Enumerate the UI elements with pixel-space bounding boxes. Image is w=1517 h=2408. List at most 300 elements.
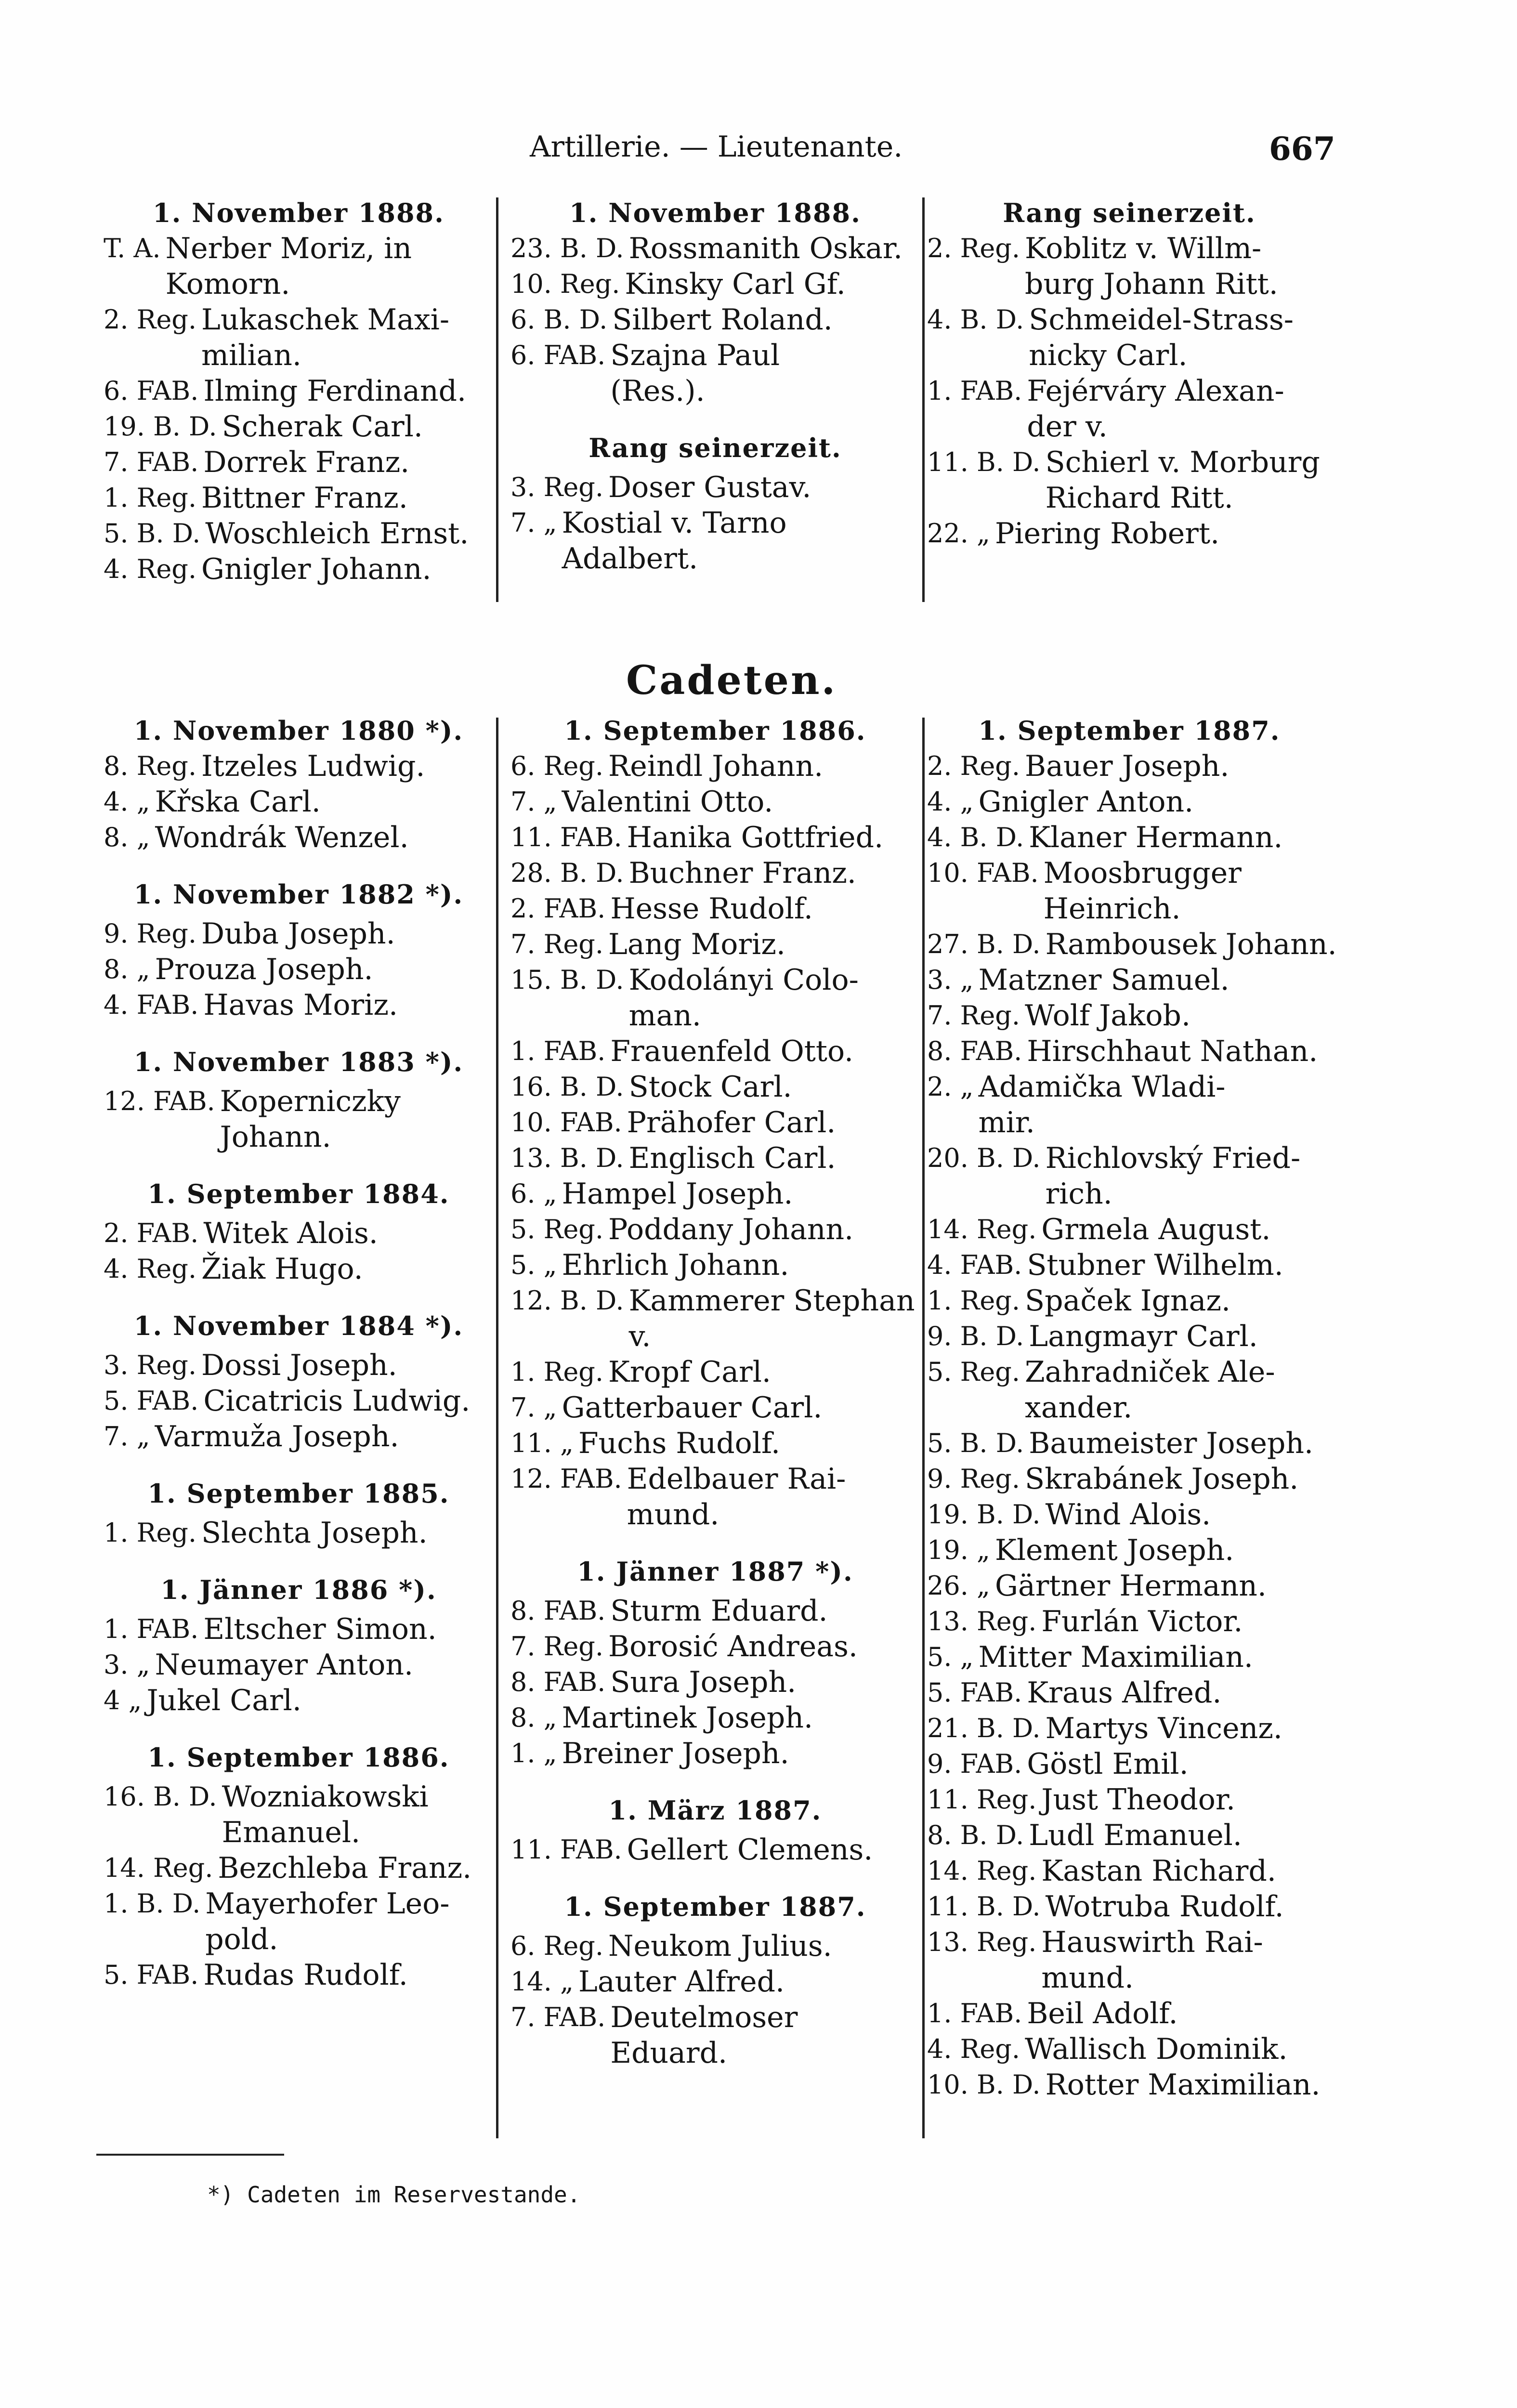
officer-name — [603, 927, 920, 962]
unit-designation: 2. Reg. — [104, 304, 197, 335]
unit-designation: 11. „ — [510, 1428, 574, 1458]
officer-name — [196, 1251, 494, 1287]
roster-entry — [510, 470, 920, 505]
name-line: Woschleich Ernst. — [205, 517, 469, 550]
name-continuation: Adalbert. — [562, 542, 698, 576]
roster-entry — [927, 302, 1332, 373]
unit-designation: 3. „ — [104, 1649, 150, 1680]
group-heading: 1. September 1886. — [564, 715, 866, 746]
unit-designation: 16. B. D. — [104, 1781, 217, 1812]
officer-name — [198, 1957, 494, 1993]
roster-entry — [927, 748, 1332, 784]
unit-designation: 13. Reg. — [927, 1927, 1037, 1957]
unit-designation: 16. B. D. — [510, 1072, 624, 1102]
name-line: Koperniczky — [220, 1085, 401, 1118]
name-line: Wondrák Wenzel. — [155, 821, 409, 854]
roster-entry — [510, 1629, 920, 1664]
running-header: Artillerie. — Lieutenante. — [530, 130, 903, 164]
roster-entry — [104, 1515, 494, 1551]
unit-designation: 9. FAB. — [927, 1749, 1022, 1779]
name-line: Richlovský Fried- — [1045, 1141, 1301, 1175]
name-continuation: Richard Ritt. — [1045, 481, 1233, 515]
unit-designation: 5. FAB. — [104, 1386, 199, 1416]
officer-name — [622, 1105, 920, 1140]
name-line: Valentini Otto. — [562, 785, 773, 819]
group-heading: 1. März 1887. — [608, 1795, 822, 1826]
footnote: *) Cadeten im Reservestande. — [207, 2182, 581, 2208]
roster-entry — [510, 820, 920, 855]
name-continuation: mund. — [627, 1498, 719, 1531]
name-line: Witek Alois. — [203, 1217, 378, 1250]
name-line: Kropf Carl. — [608, 1355, 771, 1389]
unit-designation: 5. FAB. — [927, 1677, 1022, 1708]
officer-name — [1022, 373, 1332, 445]
roster-entry — [104, 784, 494, 820]
unit-designation: 4. B. D. — [927, 822, 1024, 852]
name-line: Prouza Joseph. — [155, 953, 373, 986]
unit-designation: 4. FAB. — [927, 1250, 1022, 1280]
name-line: Doser Gustav. — [608, 471, 811, 504]
group-heading: 1. September 1884. — [147, 1178, 450, 1209]
group-heading: 1. September 1886. — [147, 1742, 450, 1773]
roster-entry — [510, 2000, 920, 2071]
officer-name — [557, 505, 920, 576]
name-line: Hanika Gottfried. — [627, 821, 884, 854]
officer-name — [607, 302, 920, 338]
officer-name — [1041, 1497, 1332, 1532]
name-line: Reindl Johann. — [608, 749, 824, 783]
name-line: Silbert Roland. — [612, 303, 833, 337]
name-line: Beil Adolf. — [1027, 1997, 1178, 2030]
unit-designation: 5. B. D. — [927, 1428, 1024, 1458]
name-continuation: Heinrich. — [1043, 892, 1181, 926]
roster-entry — [510, 1426, 920, 1461]
name-line: Prähofer Carl. — [627, 1106, 836, 1139]
name-line: Schierl v. Morburg — [1045, 445, 1320, 479]
officer-name — [624, 962, 920, 1034]
roster-entry — [104, 551, 494, 587]
roster-entry — [927, 998, 1332, 1034]
roster-entry — [927, 1889, 1332, 1924]
roster-entry — [927, 2067, 1332, 2103]
unit-designation: 27. B. D. — [927, 929, 1041, 959]
officer-name — [622, 1832, 920, 1868]
roster-entry — [104, 1683, 494, 1718]
roster-entry — [510, 1034, 920, 1069]
officer-name — [974, 962, 1332, 998]
unit-designation: 10. Reg. — [510, 269, 620, 299]
roster-entry — [104, 820, 494, 855]
officer-name — [198, 1611, 494, 1647]
roster-entry — [510, 338, 920, 409]
officer-name — [196, 551, 494, 587]
officer-name — [605, 2000, 920, 2071]
officer-name — [1041, 1140, 1332, 1212]
unit-designation: 7. FAB. — [104, 447, 199, 477]
unit-designation: 14. Reg. — [104, 1853, 213, 1883]
name-line: Sura Joseph. — [610, 1665, 797, 1699]
name-line: Buchner Franz. — [628, 856, 856, 890]
page-number: 667 — [1269, 130, 1335, 168]
unit-designation: 4. „ — [927, 786, 974, 817]
name-line: Wolf Jakob. — [1025, 999, 1191, 1033]
officer-name — [557, 1736, 920, 1771]
unit-designation: 1. Reg. — [104, 1518, 197, 1548]
unit-designation: 12. FAB. — [510, 1464, 622, 1494]
officer-name — [215, 1084, 494, 1155]
name-line: Gatterbauer Carl. — [562, 1391, 823, 1425]
group-heading: 1. November 1888. — [569, 197, 861, 228]
group-heading: Rang seinerzeit. — [1003, 197, 1256, 228]
name-line: Ilming Ferdinand. — [203, 374, 467, 408]
unit-designation: 10. FAB. — [510, 1107, 622, 1138]
name-line: Wind Alois. — [1045, 1498, 1211, 1531]
unit-designation: 20. B. D. — [927, 1143, 1041, 1173]
name-line: Eltscher Simon. — [203, 1612, 437, 1646]
name-line: Gärtner Hermann. — [995, 1569, 1267, 1603]
officer-name — [620, 266, 920, 302]
unit-designation: 3. Reg. — [104, 1350, 197, 1380]
unit-designation: 23. B. D. — [510, 233, 624, 263]
roster-entry — [510, 1105, 920, 1140]
officer-name — [1041, 445, 1332, 516]
name-line: Koblitz v. Willm- — [1025, 232, 1262, 265]
roster-entry — [927, 1461, 1332, 1497]
officer-name — [974, 1639, 1332, 1675]
name-line: Ludl Emanuel. — [1029, 1819, 1242, 1852]
officer-name — [1022, 1034, 1332, 1069]
unit-designation: 11. B. D. — [927, 1891, 1041, 1922]
name-line: Breiner Joseph. — [562, 1737, 789, 1770]
roster-entry — [927, 1924, 1332, 1996]
roster-entry — [510, 784, 920, 820]
officer-name — [1024, 1319, 1332, 1354]
name-line: Piering Robert. — [995, 517, 1220, 550]
name-line: Gnigler Anton. — [978, 785, 1194, 819]
name-line: Moosbrugger — [1043, 856, 1242, 890]
roster-entry — [927, 1069, 1332, 1140]
roster-entry — [104, 748, 494, 784]
roster-entry — [104, 302, 494, 373]
cadets-column-1 — [104, 713, 494, 1993]
officer-name — [603, 748, 920, 784]
name-line: Wotruba Rudolf. — [1045, 1890, 1284, 1924]
unit-designation: 11. Reg. — [927, 1784, 1037, 1815]
unit-designation: 8. „ — [510, 1702, 557, 1733]
unit-designation: 10. B. D. — [927, 2069, 1041, 2100]
name-line: Slechta Joseph. — [201, 1516, 428, 1550]
name-line: Scherak Carl. — [222, 410, 423, 444]
name-line: Spaček Ignaz. — [1025, 1284, 1231, 1318]
officer-name — [1041, 1711, 1332, 1746]
lieutenants-column-3 — [927, 195, 1332, 551]
name-line: Frauenfeld Otto. — [610, 1034, 854, 1068]
officer-name — [622, 1461, 920, 1532]
column-divider — [496, 197, 498, 602]
name-line: Wallisch Dominik. — [1025, 2032, 1288, 2066]
name-line: Kastan Richard. — [1041, 1854, 1276, 1888]
name-line: Furlán Victor. — [1041, 1605, 1243, 1638]
group-heading: 1. Jänner 1887 *). — [577, 1556, 853, 1587]
roster-entry — [927, 1782, 1332, 1818]
name-continuation: Komorn. — [165, 267, 290, 301]
unit-designation: 11. B. D. — [927, 447, 1041, 477]
officer-name — [200, 516, 494, 551]
roster-entry — [104, 409, 494, 445]
name-line: Hampel Joseph. — [562, 1177, 793, 1211]
roster-entry — [510, 891, 920, 927]
roster-entry — [104, 1348, 494, 1383]
roster-entry — [510, 1664, 920, 1700]
roster-entry — [104, 1647, 494, 1683]
name-line: Rudas Rudolf. — [203, 1958, 408, 1992]
roster-entry — [927, 1247, 1332, 1283]
name-line: Lukaschek Maxi- — [201, 303, 450, 337]
officer-name — [557, 1247, 920, 1283]
officer-name — [198, 987, 494, 1023]
roster-entry — [927, 855, 1332, 927]
group-heading: 1. September 1887. — [978, 715, 1281, 746]
name-line: Neumayer Anton. — [155, 1648, 414, 1682]
roster-entry — [927, 1675, 1332, 1711]
unit-designation: 8. FAB. — [510, 1667, 606, 1697]
officer-name — [198, 373, 494, 409]
officer-name — [1020, 998, 1332, 1034]
name-continuation: rich. — [1045, 1177, 1112, 1211]
group-heading: 1. Jänner 1886 *). — [160, 1574, 437, 1605]
name-line: Duba Joseph. — [201, 917, 395, 951]
officer-name — [1020, 1461, 1332, 1497]
group-heading: 1. November 1880 *). — [133, 715, 464, 746]
unit-designation: 11. FAB. — [510, 822, 622, 852]
name-line: Schmeidel-Strass- — [1029, 303, 1294, 337]
officer-name — [213, 1850, 494, 1886]
officer-name — [1036, 1853, 1332, 1889]
officer-name — [198, 1216, 494, 1251]
unit-designation: 6. Reg. — [510, 1931, 604, 1961]
name-line: Gnigler Johann. — [201, 552, 432, 586]
officer-name — [974, 784, 1332, 820]
roster-entry — [927, 820, 1332, 855]
name-line: Martys Vincenz. — [1045, 1712, 1282, 1745]
name-line: Kostial v. Tarno — [562, 506, 787, 540]
unit-designation: 8. B. D. — [927, 1820, 1024, 1850]
roster-entry — [927, 1283, 1332, 1319]
roster-entry — [104, 987, 494, 1023]
name-line: Klaner Hermann. — [1029, 821, 1283, 854]
name-continuation: xander. — [1025, 1391, 1133, 1425]
unit-designation: 4. „ — [104, 786, 150, 817]
roster-entry — [927, 1639, 1332, 1675]
name-line: Edelbauer Rai- — [627, 1462, 846, 1496]
unit-designation: 9. Reg. — [104, 918, 197, 949]
officer-name — [605, 1593, 920, 1629]
unit-designation: 4 „ — [104, 1685, 142, 1715]
name-line: Dorrek Franz. — [203, 445, 410, 479]
name-line: Mayerhofer Leo- — [205, 1887, 450, 1921]
roster-entry — [104, 445, 494, 480]
roster-entry — [927, 231, 1332, 302]
officer-name — [150, 1647, 494, 1683]
unit-designation: 15. B. D. — [510, 965, 624, 995]
roster-entry — [510, 1212, 920, 1247]
officer-name — [1041, 927, 1337, 962]
officer-name — [1036, 1924, 1332, 1996]
unit-designation: 21. B. D. — [927, 1713, 1041, 1743]
officer-name — [1036, 1604, 1332, 1639]
name-line: Poddany Johann. — [608, 1213, 854, 1246]
unit-designation: 6. „ — [510, 1178, 557, 1209]
officer-name — [1022, 1746, 1332, 1782]
name-line: Fuchs Rudolf. — [578, 1426, 781, 1460]
unit-designation: 8. Reg. — [104, 751, 197, 781]
roster-entry — [104, 1419, 494, 1454]
column-divider — [922, 197, 925, 602]
roster-entry — [927, 373, 1332, 445]
unit-designation: 2. Reg. — [927, 751, 1020, 781]
unit-designation: 7. Reg. — [510, 929, 604, 959]
roster-entry — [927, 1711, 1332, 1746]
unit-designation: 2. Reg. — [927, 233, 1020, 263]
name-continuation: mund. — [1041, 1961, 1134, 1995]
name-line: Dossi Joseph. — [201, 1348, 397, 1382]
officer-name — [1024, 302, 1332, 373]
officer-name — [1022, 1247, 1332, 1283]
roster-entry — [927, 1212, 1332, 1247]
name-line: Klement Joseph. — [995, 1533, 1234, 1567]
officer-name — [605, 338, 920, 409]
name-line: Kammerer Stephan — [628, 1284, 915, 1318]
officer-name — [603, 470, 920, 505]
officer-name — [217, 1779, 494, 1850]
name-line: Langmayr Carl. — [1029, 1320, 1258, 1353]
officer-name — [557, 1700, 920, 1736]
name-line: Hesse Rudolf. — [610, 892, 813, 926]
name-line: Hirschhaut Nathan. — [1027, 1034, 1318, 1068]
officer-name — [557, 784, 920, 820]
officer-name — [1020, 1283, 1332, 1319]
officer-name — [557, 1390, 920, 1426]
name-line: Göstl Emil. — [1027, 1747, 1189, 1781]
unit-designation: 7. „ — [510, 508, 557, 538]
name-continuation: Eduard. — [610, 2036, 728, 2070]
roster-entry — [104, 1886, 494, 1957]
name-line: Žiak Hugo. — [201, 1252, 363, 1286]
group-heading: 1. November 1882 *). — [133, 879, 464, 910]
officer-name — [1024, 1818, 1332, 1853]
roster-entry — [104, 1850, 494, 1886]
officer-name — [624, 1283, 920, 1354]
unit-designation: 19. B. D. — [104, 411, 217, 442]
officer-name — [603, 1629, 920, 1664]
cadets-column-3 — [927, 713, 1337, 2103]
name-line: Itzeles Ludwig. — [201, 749, 425, 783]
unit-designation: 4. B. D. — [927, 304, 1024, 335]
name-continuation: pold. — [205, 1923, 278, 1956]
unit-designation: 6. FAB. — [510, 340, 606, 370]
group-heading: 1. November 1888. — [153, 197, 445, 228]
name-line: Stock Carl. — [628, 1070, 792, 1104]
roster-entry — [927, 1818, 1332, 1853]
roster-entry — [927, 1319, 1332, 1354]
officer-name — [196, 916, 494, 952]
officer-name — [196, 1348, 494, 1383]
unit-designation: 14. Reg. — [927, 1214, 1037, 1244]
unit-designation: 13. B. D. — [510, 1143, 624, 1173]
roster-entry — [927, 784, 1332, 820]
name-line: Rossmanith Oskar. — [628, 232, 903, 265]
group-heading: 1. November 1883 *). — [133, 1047, 464, 1077]
roster-entry — [104, 1611, 494, 1647]
officer-name — [200, 1886, 494, 1957]
roster-entry — [927, 1034, 1332, 1069]
name-line: Havas Moriz. — [203, 988, 398, 1022]
name-line: Fejérváry Alexan- — [1027, 374, 1284, 408]
name-line: Mitter Maximilian. — [978, 1640, 1253, 1674]
group-heading: 1. September 1885. — [147, 1478, 450, 1509]
officer-name — [1036, 1212, 1332, 1247]
name-line: Bezchleba Franz. — [218, 1851, 472, 1885]
roster-entry — [927, 1996, 1332, 2031]
name-line: Just Theodor. — [1041, 1783, 1236, 1817]
name-continuation: milian. — [201, 339, 301, 372]
unit-designation: 1. Reg. — [510, 1357, 604, 1387]
unit-designation: 14. „ — [510, 1966, 574, 1997]
name-line: Martinek Joseph. — [562, 1701, 813, 1735]
name-line: Kraus Alfred. — [1027, 1676, 1222, 1710]
roster-entry — [104, 373, 494, 409]
cadets-column-2 — [510, 713, 920, 2071]
officer-name — [198, 1383, 494, 1419]
unit-designation: 10. FAB. — [927, 858, 1039, 888]
name-line: Sturm Eduard. — [610, 1594, 828, 1628]
officer-name — [605, 1034, 920, 1069]
group-heading: 1. November 1884 *). — [133, 1310, 464, 1341]
officer-name — [603, 1212, 920, 1247]
unit-designation: 7. „ — [104, 1421, 150, 1452]
unit-designation: 6. Reg. — [510, 751, 604, 781]
unit-designation: 8. „ — [104, 954, 150, 984]
roster-entry — [510, 855, 920, 891]
officer-name — [161, 231, 494, 302]
unit-designation: 7. Reg. — [510, 1631, 604, 1662]
officer-name — [196, 748, 494, 784]
name-line: Křska Carl. — [155, 785, 321, 819]
officer-name — [603, 1354, 920, 1390]
roster-entry — [510, 1069, 920, 1105]
name-line: Varmuža Joseph. — [155, 1420, 399, 1453]
roster-entry — [510, 927, 920, 962]
roster-entry — [510, 1928, 920, 1964]
unit-designation: 1. FAB. — [927, 376, 1022, 406]
roster-entry — [104, 1383, 494, 1419]
unit-designation: 5. Reg. — [510, 1214, 604, 1244]
roster-entry — [510, 1390, 920, 1426]
unit-designation: 8. FAB. — [510, 1596, 606, 1626]
unit-designation: 1. Reg. — [104, 483, 197, 513]
name-line: Stubner Wilhelm. — [1027, 1248, 1283, 1282]
roster-entry — [927, 1568, 1332, 1604]
unit-designation: 7. Reg. — [927, 1000, 1020, 1031]
officer-name — [1022, 1996, 1332, 2031]
name-continuation: der v. — [1027, 410, 1108, 444]
name-continuation: burg Johann Ritt. — [1025, 267, 1278, 301]
name-line: Bittner Franz. — [201, 481, 408, 515]
roster-entry — [510, 302, 920, 338]
roster-entry — [927, 1853, 1332, 1889]
roster-entry — [104, 480, 494, 516]
name-line: Baumeister Joseph. — [1029, 1426, 1314, 1460]
